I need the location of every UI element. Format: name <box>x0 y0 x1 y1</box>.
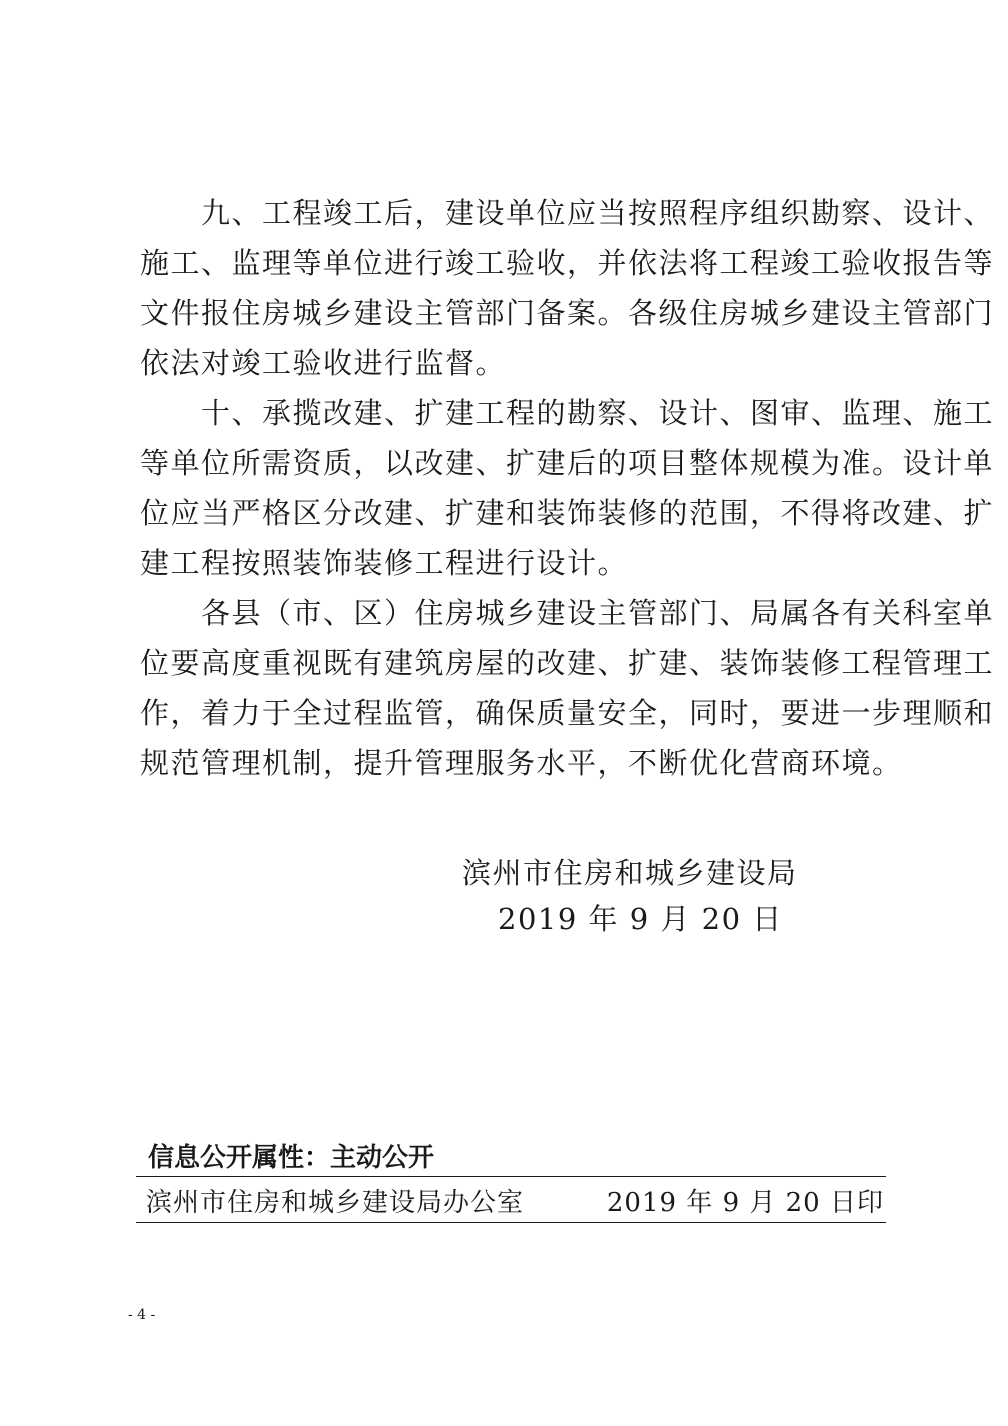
paragraph-line: 各县（市、区）住房城乡建设主管部门、局属各有关科室单 <box>140 596 995 630</box>
paragraph-line: 依法对竣工验收进行监督。 <box>140 346 507 380</box>
footer-issuer: 滨州市住房和城乡建设局办公室 <box>146 1188 525 1218</box>
disclosure-attribute: 信息公开属性：主动公开 <box>148 1143 435 1173</box>
signature-date: 2019 年 9 月 20 日 <box>498 902 783 936</box>
paragraph-line: 九、工程竣工后，建设单位应当按照程序组织勘察、设计、 <box>140 196 995 230</box>
paragraph-line: 施工、监理等单位进行竣工验收，并依法将工程竣工验收报告等 <box>140 246 995 280</box>
footer-bottom-rule <box>136 1222 886 1223</box>
paragraph-line: 作，着力于全过程监管，确保质量安全，同时，要进一步理顺和 <box>140 696 995 730</box>
paragraph-line: 建工程按照装饰装修工程进行设计。 <box>140 546 629 580</box>
page-number: - 4 - <box>128 1307 156 1323</box>
footer-print-date: 2019 年 9 月 20 日印 <box>606 1188 884 1218</box>
paragraph-line: 规范管理机制，提升管理服务水平，不断优化营商环境。 <box>140 746 903 780</box>
paragraph-line: 十、承揽改建、扩建工程的勘察、设计、图审、监理、施工 <box>140 396 995 430</box>
paragraph-line: 文件报住房城乡建设主管部门备案。各级住房城乡建设主管部门 <box>140 296 995 330</box>
paragraph-line: 位要高度重视既有建筑房屋的改建、扩建、装饰装修工程管理工 <box>140 646 995 680</box>
paragraph-line: 等单位所需资质，以改建、扩建后的项目整体规模为准。设计单 <box>140 446 995 480</box>
paragraph-line: 位应当严格区分改建、扩建和装饰装修的范围，不得将改建、扩 <box>140 496 995 530</box>
footer-top-rule <box>136 1176 886 1177</box>
signature-org: 滨州市住房和城乡建设局 <box>462 856 798 890</box>
